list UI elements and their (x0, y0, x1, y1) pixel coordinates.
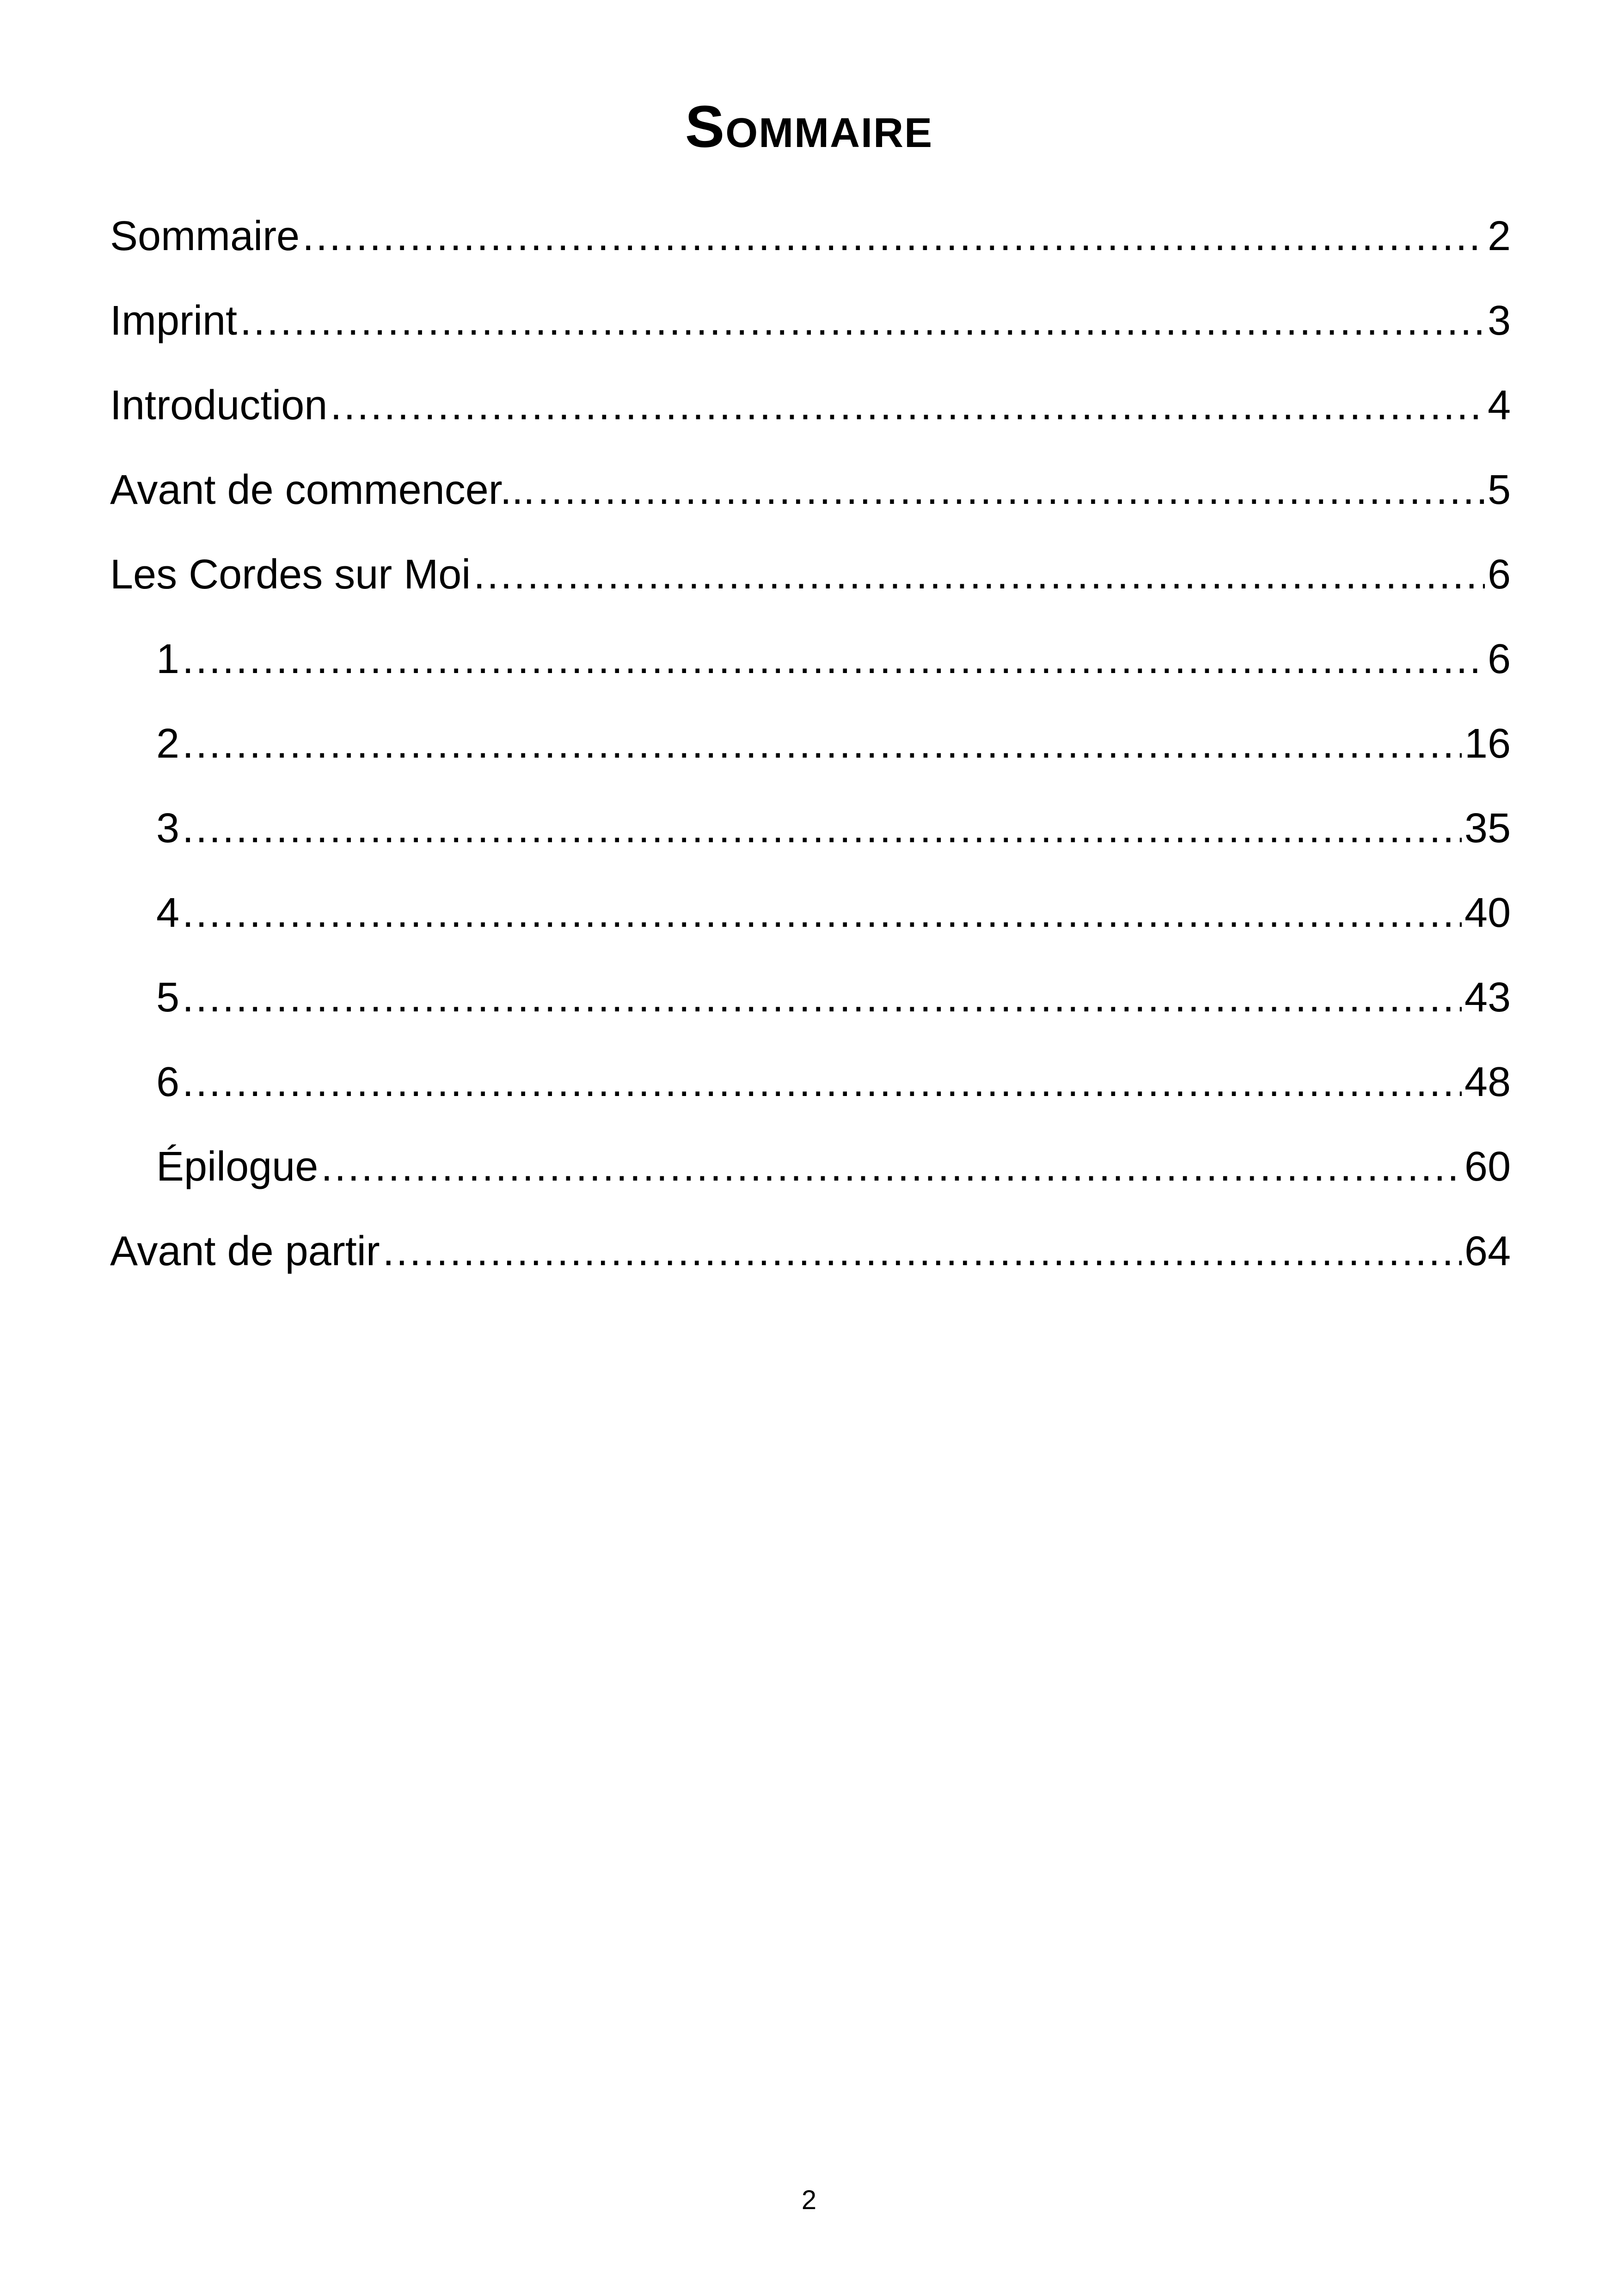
toc-entry-chapter-2[interactable] (110, 702, 1511, 786)
page-number: 2 (801, 2185, 817, 2215)
toc-entry-les-cordes-sur-moi[interactable] (110, 533, 1511, 617)
toc-entry-label: 2 (156, 721, 180, 767)
toc-entry-label: 3 (156, 805, 180, 851)
toc-entry-label: 1 (156, 636, 180, 682)
toc-entry-page: 3 (1487, 298, 1511, 344)
toc-entry-label: Introduction (110, 382, 328, 429)
toc-entry-page: 6 (1487, 636, 1511, 682)
toc-entry-page: 5 (1487, 467, 1511, 513)
toc-dot-leader (182, 871, 1462, 955)
toc-entry-label: Les Cordes sur Moi (110, 551, 471, 598)
table-of-contents (110, 194, 1511, 1294)
toc-entry-page: 2 (1487, 213, 1511, 259)
toc-entry-page: 35 (1464, 805, 1511, 851)
toc-entry-label: Épilogue (156, 1144, 319, 1190)
toc-entry-page: 48 (1464, 1059, 1511, 1105)
toc-entry-imprint[interactable] (110, 279, 1511, 363)
toc-dot-leader (321, 1125, 1462, 1209)
toc-entry-page: 64 (1464, 1228, 1511, 1274)
page-title: Sommaire (685, 94, 933, 160)
toc-dot-leader (473, 533, 1485, 617)
toc-entry-label: Avant de partir (110, 1228, 380, 1274)
toc-entry-page: 6 (1487, 551, 1511, 598)
toc-entry-chapter-4[interactable] (110, 871, 1511, 955)
toc-entry-sommaire[interactable] (110, 194, 1511, 279)
toc-entry-label: Avant de commencer... (110, 467, 535, 513)
toc-entry-page: 4 (1487, 382, 1511, 429)
toc-entry-label: 6 (156, 1059, 180, 1105)
toc-entry-page: 40 (1464, 890, 1511, 936)
toc-entry-label: Sommaire (110, 213, 300, 259)
toc-entry-chapter-5[interactable] (110, 955, 1511, 1040)
toc-entry-chapter-6[interactable] (110, 1040, 1511, 1125)
toc-dot-leader (383, 1209, 1462, 1294)
toc-entry-chapter-3[interactable] (110, 786, 1511, 871)
toc-dot-leader (182, 1040, 1462, 1125)
toc-entry-page: 43 (1464, 974, 1511, 1021)
toc-entry-chapter-1[interactable] (110, 617, 1511, 702)
toc-entry-page: 60 (1464, 1144, 1511, 1190)
toc-dot-leader (182, 702, 1462, 786)
toc-entry-avant-de-commencer[interactable] (110, 448, 1511, 533)
toc-entry-label: 4 (156, 890, 180, 936)
toc-dot-leader (182, 617, 1485, 702)
toc-entry-label: Imprint (110, 298, 238, 344)
toc-dot-leader (302, 194, 1485, 279)
toc-entry-avant-de-partir[interactable] (110, 1209, 1511, 1294)
toc-dot-leader (182, 955, 1462, 1040)
toc-dot-leader (182, 786, 1462, 871)
toc-dot-leader (240, 279, 1485, 363)
toc-entry-page: 16 (1464, 721, 1511, 767)
toc-entry-introduction[interactable] (110, 363, 1511, 448)
toc-entry-label: 5 (156, 974, 180, 1021)
toc-dot-leader (538, 448, 1485, 533)
toc-entry-epilogue[interactable] (110, 1125, 1511, 1209)
toc-dot-leader (330, 363, 1485, 448)
